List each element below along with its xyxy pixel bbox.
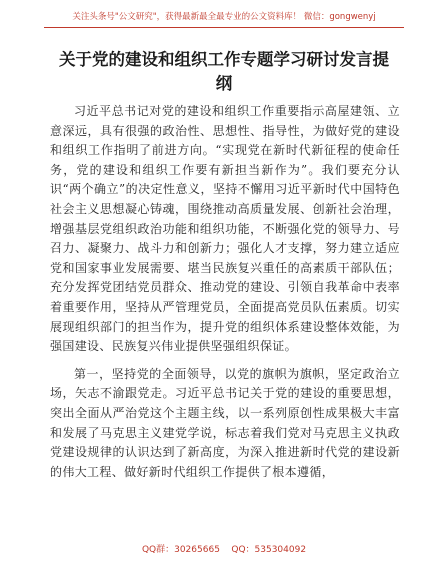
document-body [50, 102, 400, 490]
paragraph: 第一，坚持党的全面领导，以党的旗帜为旗帜，坚定政治立场，矢志不渝跟党走。习近平总书记关于党的建设的重要思想，突出全面从严治党这个主题主线，以一系列原创性成果极大丰富和发展了马克思主义建党学说，标志着我们党对马克思主义执政党建设规律的认识达到了新高度，为深入推进新时代党的建设新的伟大工程、做好新时代组织工作提供了根本遵循， [50, 366, 400, 479]
header-divider [44, 27, 404, 28]
page-title: 关于党的建设和组织工作专题学习研讨发言提纲 [59, 50, 389, 93]
header-promo-note: 关注头条号"公文研究"，获得最新最全最专业的公文资料库！ 微信：gongwenyj [72, 12, 376, 22]
footer-contact-note: QQ群：30265665 QQ：535304092 [141, 545, 307, 555]
paragraph: 习近平总书记对党的建设和组织工作重要指示高屋建瓴、立意深远，具有很强的政治性、思想性、指导性，为做好党的建设和组织工作指明了前进方向。“实现党在新时代新征程的使命任务，党的建设和组织工作要有新担当新作为”。我们要充分认识“两个确立”的决定性意义，坚持不懈用习近平新时代中国特色社会主义思想凝心铸魂，围绕推动高质量发展、创新社会治理，增强基层党组织政治功能和组织功能，不断强化党的领导力、号召力、凝聚力、战斗力和创新力；强化人才支撑，努力建立适应党和国家事业发展需要、堪当民族复兴重任的高素质干部队伍；充分发挥党团结党员群众、推动党的建设、引领自我革命中表率着重要作用，坚持从严管理党员，全面提高党员队伍素质。切实展现组织部门的担当作为，提升党的组织体系建设整体效能，为强国建设、民族复兴伟业提供坚强组织保证。 [50, 104, 400, 354]
